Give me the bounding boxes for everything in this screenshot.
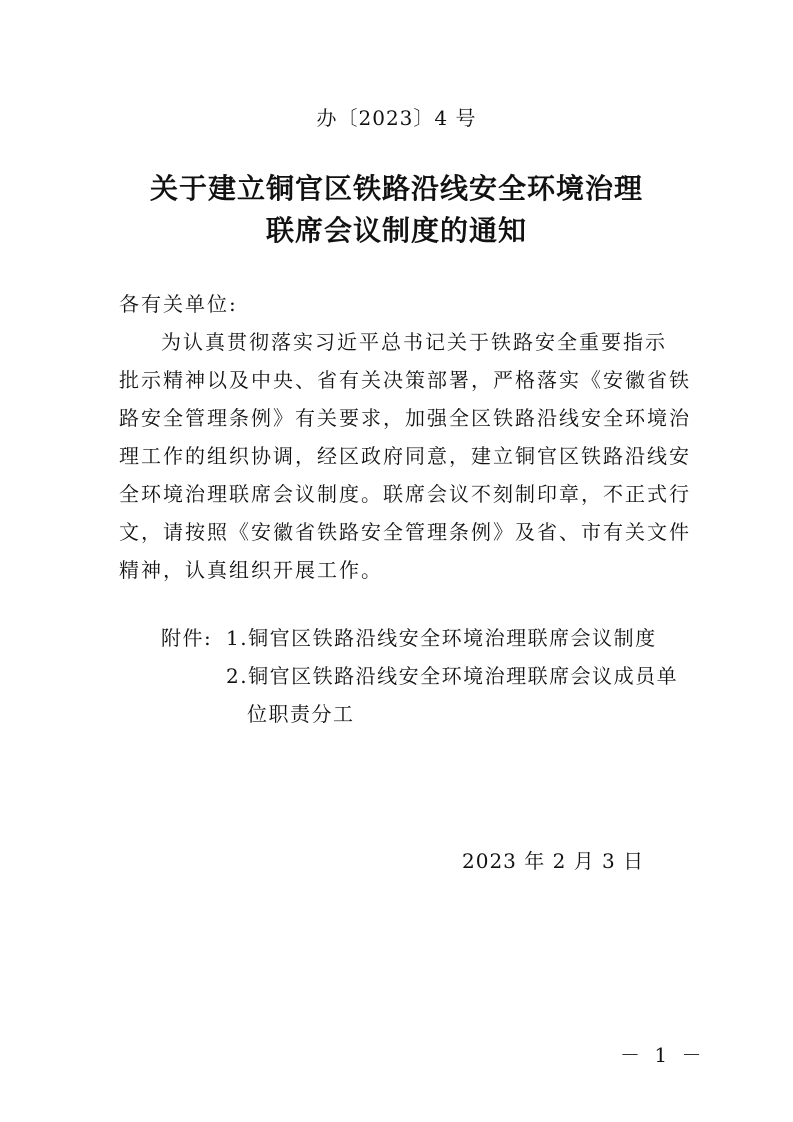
title-line-2: 联席会议制度的通知 <box>265 214 527 247</box>
document-date: 2023 年 2 月 3 日 <box>462 849 645 873</box>
title-line-1: 关于建立铜官区铁路沿线安全环境治理 <box>149 172 643 205</box>
page-number: － 1 － <box>620 1043 706 1067</box>
body-line-3: 路安全管理条例》有关要求，加强全区铁路沿线安全环境治 <box>119 406 691 430</box>
body-line-2: 批示精神以及中央、省有关决策部署，严格落实《安徽省铁 <box>119 368 691 392</box>
body-line-7: 精神，认真组织开展工作。 <box>119 558 383 582</box>
body-line-4: 理工作的组织协调，经区政府同意，建立铜官区铁路沿线安 <box>119 444 691 468</box>
attachments-label: 附件: <box>161 626 213 650</box>
attachment-item-1: 1.铜官区铁路沿线安全环境治理联席会议制度 <box>226 626 657 650</box>
body-line-1: 为认真贯彻落实习近平总书记关于铁路安全重要指示 <box>161 330 667 354</box>
attachment-item-2-continued: 位职责分工 <box>247 702 355 726</box>
body-line-6: 文，请按照《安徽省铁路安全管理条例》及省、市有关文件 <box>119 520 691 544</box>
document-title <box>0 168 793 252</box>
body-line-5: 全环境治理联席会议制度。联席会议不刻制印章，不正式行 <box>119 482 691 506</box>
attachment-item-2: 2.铜官区铁路沿线安全环境治理联席会议成员单 <box>226 664 679 688</box>
salutation: 各有关单位: <box>119 292 238 316</box>
document-number: 办〔2023〕4 号 <box>316 106 477 130</box>
